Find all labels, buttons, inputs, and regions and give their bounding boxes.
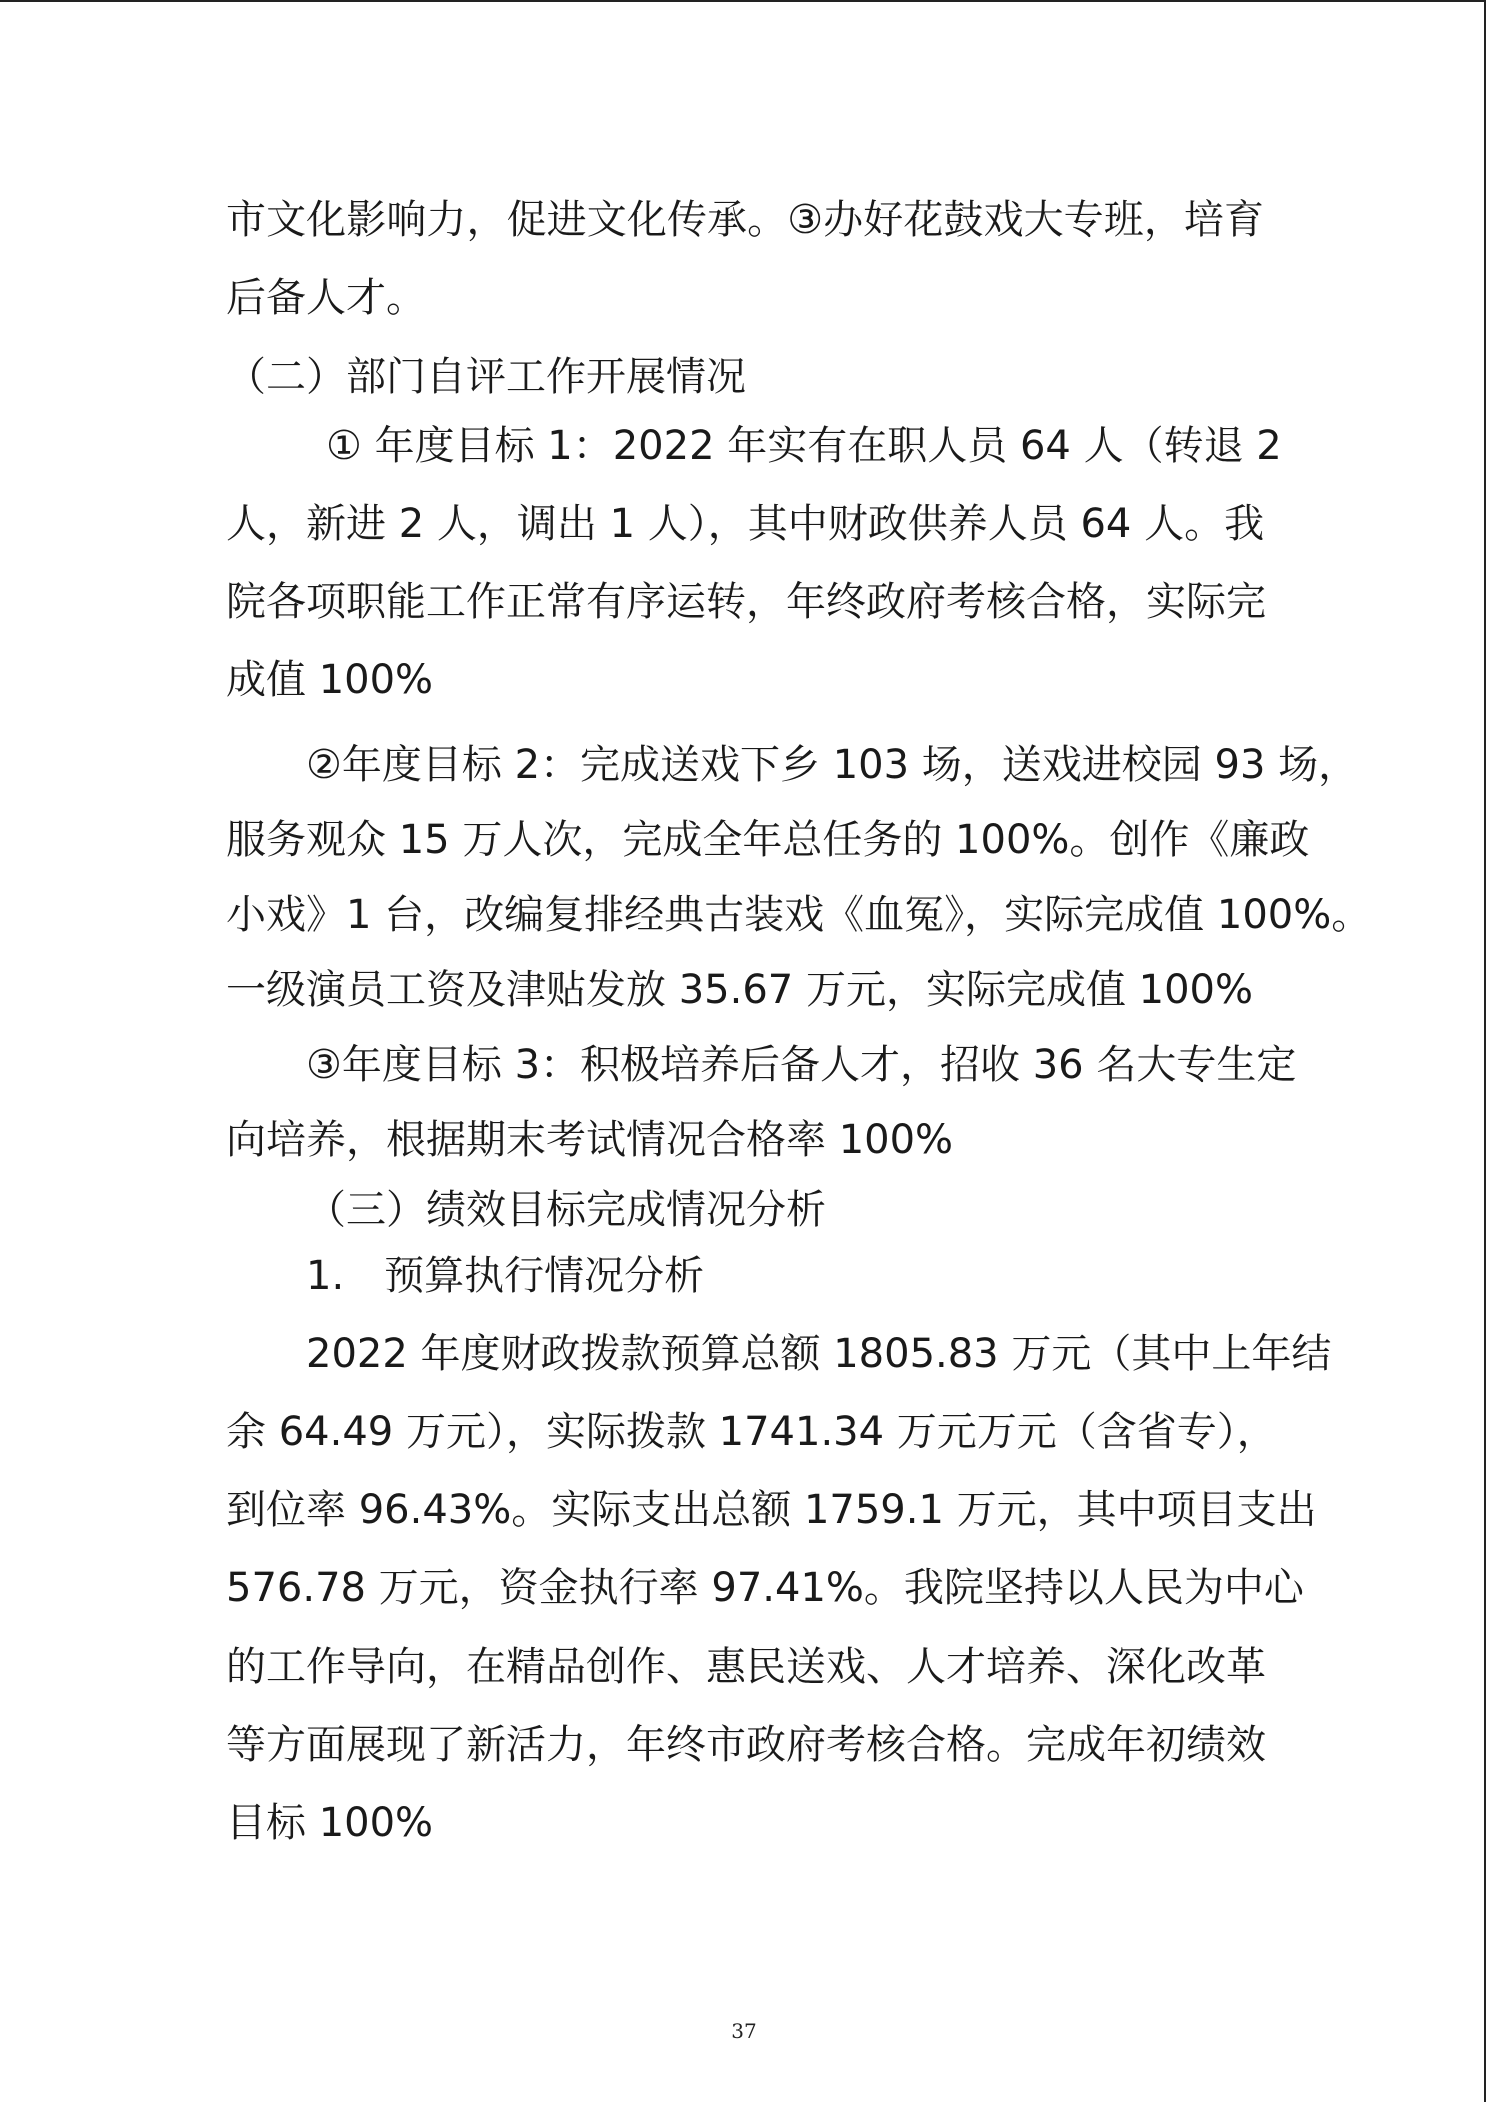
paragraph-line: ① 年度目标 1：2022 年实有在职人员 64 人（转退 2 [326,423,1282,469]
paragraph-line: 2022 年度财政拨款预算总额 1805.83 万元（其中上年结 [306,1331,1332,1377]
paragraph-line: 目标 100% [226,1800,434,1846]
paragraph-line: ②年度目标 2：完成送戏下乡 103 场，送戏进校园 93 场， [306,742,1359,788]
section-heading: （三）绩效目标完成情况分析 [306,1187,826,1233]
section-heading: （二）部门自评工作开展情况 [226,354,746,400]
paragraph-line: 后备人才。 [226,275,426,321]
paragraph-line: 一级演员工资及津贴发放 35.67 万元，实际完成值 100% [226,967,1254,1013]
paragraph-line: 向培养，根据期末考试情况合格率 100% [226,1117,954,1163]
paragraph-line: 服务观众 15 万人次，完成全年总任务的 100%。创作《廉政 [226,817,1310,863]
page-number: 37 [731,2019,757,2043]
paragraph-line: 576.78 万元，资金执行率 97.41%。我院坚持以人民为中心 [226,1565,1304,1611]
subsection-heading: 1. 预算执行情况分析 [306,1253,705,1299]
paragraph-line: 到位率 96.43%。实际支出总额 1759.1 万元，其中项目支出 [226,1487,1317,1533]
paragraph-line: 的工作导向，在精品创作、惠民送戏、人才培养、深化改革 [226,1644,1266,1690]
paragraph-line: 人，新进 2 人，调出 1 人），其中财政供养人员 64 人。我 [226,501,1265,547]
paragraph-line: 院各项职能工作正常有序运转，年终政府考核合格，实际完 [226,579,1266,625]
paragraph-line: 小戏》1 台，改编复排经典古装戏《血冤》，实际完成值 100%。 [226,892,1372,938]
paragraph-line: 成值 100% [226,657,434,703]
paragraph-line: ③年度目标 3：积极培养后备人才，招收 36 名大专生定 [306,1042,1297,1088]
paragraph-line: 市文化影响力，促进文化传承。③办好花鼓戏大专班，培育 [226,197,1264,243]
paragraph-line: 等方面展现了新活力，年终市政府考核合格。完成年初绩效 [226,1722,1266,1768]
paragraph-line: 余 64.49 万元），实际拨款 1741.34 万元万元（含省专）， [226,1409,1277,1455]
